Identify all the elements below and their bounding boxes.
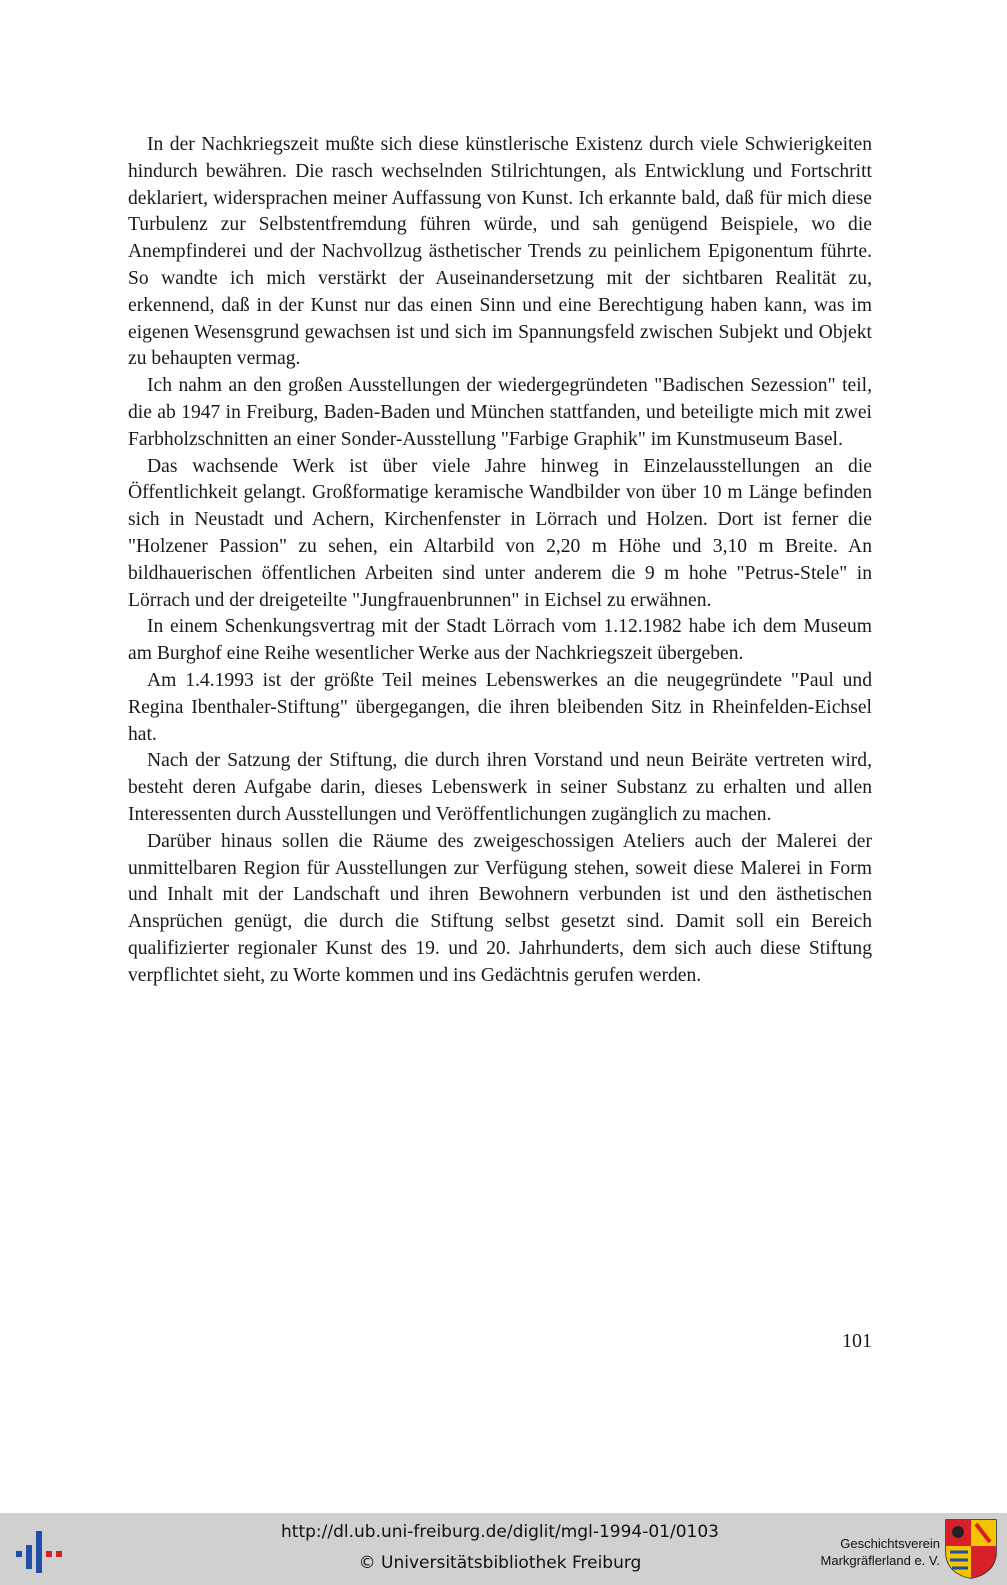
paragraph: In der Nachkriegszeit mußte sich diese künstlerische Existenz durch viele Schwierigkeiten hindurch bewähren. Die rasch wechselnden Stilrichtungen, als Entwicklung und Fortschritt deklariert, widersprachen meiner Auffassung von Kunst. Ich erkannte bald, daß für mich diese Turbulenz zur Selbstentfremdung führen würde, und sah genügend Beispiele, wo die Anempfinderei und der Nachvollzug ästhetischer Trends zu peinlichem Epigonentum führte. So wandte ich mich verstärkt der Auseinandersetzung mit der sichtbaren Realität zu, erkennend, daß in der Kunst nur das einen Sinn und eine Berechtigung haben kann, was im eigenen Wesensgrund gewachsen ist und sich im Spannungsfeld zwischen Subjekt und Objekt zu behaupten vermag. [128, 134, 872, 370]
society-line-1: Geschichtsverein [840, 1536, 940, 1551]
paragraph: Ich nahm an den großen Ausstellungen der wiedergegründeten "Badischen Sezession" teil, die ab 1947 in Freiburg, Baden-Baden und München stattfanden, und beteiligte mich mit zwei Farbholzschnitten an einer Sonder-Ausstellung "Farbige Graphik" im Kunstmuseum Basel. [128, 375, 872, 450]
coat-of-arms-icon [944, 1518, 998, 1580]
paragraph: In einem Schenkungsvertrag mit der Stadt Lörrach vom 1.12.1982 habe ich dem Museum am Burghof eine Reihe wesentlicher Werke aus der Nachkriegszeit übergeben. [128, 616, 872, 665]
society-name [790, 1535, 940, 1569]
footer-bar [0, 1513, 1007, 1585]
source-url-link[interactable]: http://dl.ub.uni-freiburg.de/diglit/mgl-1994-01/0103 [281, 1522, 719, 1542]
paragraph: Nach der Satzung der Stiftung, die durch ihren Vorstand und neun Beiräte vertreten wird, besteht deren Aufgabe darin, dieses Lebenswerk in seiner Substanz zu erhalten und allen Interessenten durch Ausstellungen und Veröffentlichungen zugänglich zu machen. [128, 750, 872, 825]
page-body [128, 132, 872, 990]
paragraph: Am 1.4.1993 ist der größte Teil meines Lebenswerkes an die neugegründete "Paul und Regina Ibenthaler-Stiftung" übergegangen, die ihren bleibenden Sitz in Rheinfelden-Eichsel hat. [128, 669, 872, 745]
society-line-2: Markgräflerland e. V. [820, 1553, 940, 1568]
copyright-text: © Universitätsbibliothek Freiburg [358, 1553, 642, 1573]
paragraph: Das wachsende Werk ist über viele Jahre hinweg in Einzelausstellungen an die Öffentlichkeit gelangt. Großformatige keramische Wandbilder von über 10 m Länge befinden sich in Neustadt und Achern, Kirchenfenster in Lörrach und Holzen. Dort ist ferner die "Holzener Passion" zu sehen, ein Altarbild von 2,20 m Höhe und 3,10 m Breite. An bildhauerischen öffentlichen Arbeiten sind unter anderem die 9 m hohe "Petrus-Stele" in Lörrach und der dreigeteilte "Jungfrauenbrunnen" in Eichsel zu erwähnen. [128, 455, 872, 611]
page-number: 101 [842, 1330, 872, 1352]
ub-freiburg-logo-icon[interactable] [14, 1529, 64, 1575]
paragraph: Darüber hinaus sollen die Räume des zweigeschossigen Ateliers auch der Malerei der unmittelbaren Region für Ausstellungen zur Verfügung stehen, soweit diese Malerei in Form und Inhalt mit der Landschaft und ihren Bewohnern verbunden ist und den ästhetischen Ansprüchen genügt, die durch die Stiftung selbst gesetzt sind. Damit soll ein Bereich qualifizierter regionaler Kunst des 19. und 20. Jahrhunderts, dem sich auch diese Stiftung verpflichtet sieht, zu Worte kommen und ins Gedächtnis gerufen werden. [128, 830, 872, 986]
